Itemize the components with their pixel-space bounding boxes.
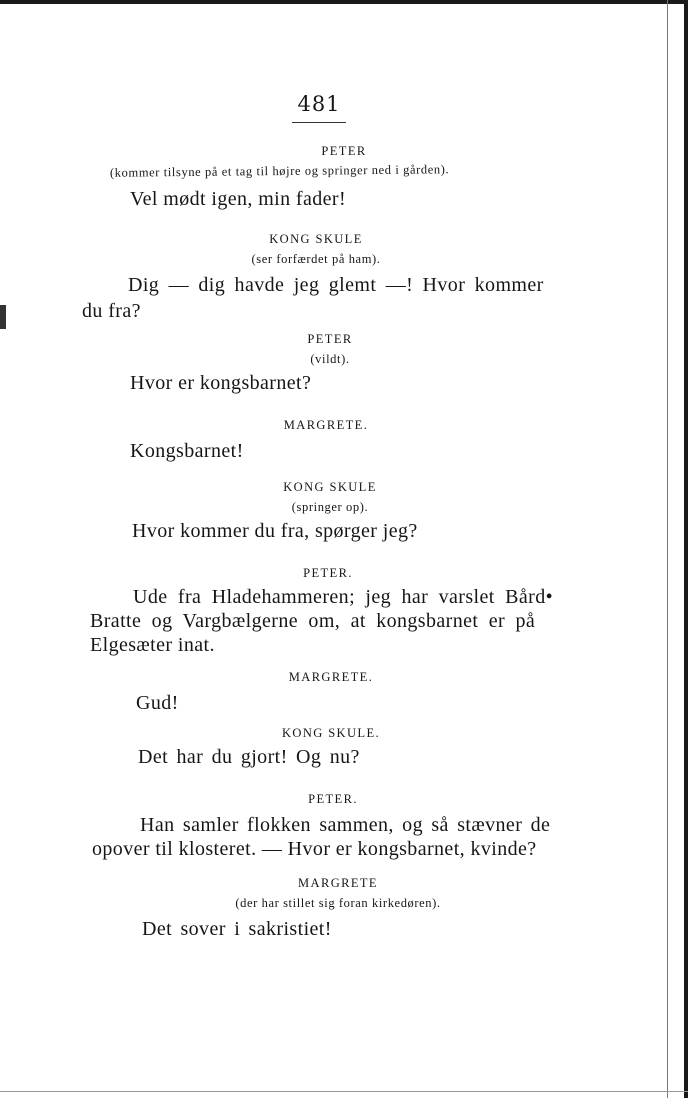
stage-direction: (kommer tilsyne på et tag til højre og springer ned i gården). — [109, 162, 450, 180]
stage-direction: (ser forfærdet på ham). — [251, 252, 381, 266]
scan-left-mark — [0, 305, 6, 329]
dialogue-line: Hvor kommer du fra, spørger jeg? — [132, 520, 418, 542]
dialogue-line: Det har du gjort! Og nu? — [138, 746, 360, 768]
speaker-name: MARGRETE. — [288, 670, 374, 684]
scan-right-edge — [684, 0, 688, 1098]
dialogue-line: Hvor er kongsbarnet? — [130, 372, 312, 394]
stage-direction: (springer op). — [291, 500, 369, 514]
stage-direction: (vildt). — [310, 352, 350, 366]
speaker-name: PETER. — [308, 792, 358, 806]
dialogue-line: Det sover i sakristiet! — [142, 918, 332, 940]
speaker-name: MARGRETE. — [283, 418, 369, 432]
scan-bottom-line — [0, 1091, 688, 1092]
speaker-name: PETER. — [303, 566, 353, 580]
speaker-name: KONG SKULE — [283, 480, 377, 494]
scan-top-edge — [0, 0, 688, 4]
stage-direction: (der har stillet sig foran kirkedøren). — [235, 896, 441, 910]
dialogue-line: Ude fra Hladehammeren; jeg har varslet Bård• — [133, 586, 553, 608]
page-number: 481 — [297, 92, 341, 116]
dialogue-line: Gud! — [136, 692, 179, 714]
dialogue-line: du fra? — [82, 300, 141, 322]
dialogue-line: Dig — dig havde jeg glemt —! Hvor kommer — [128, 274, 544, 296]
dialogue-line: Bratte og Vargbælgerne om, at kongsbarnet er på — [90, 610, 536, 632]
page-number-rule — [292, 122, 346, 123]
speaker-name: KONG SKULE. — [281, 726, 381, 740]
speaker-name: PETER — [321, 144, 367, 158]
scan-right-inner-line — [667, 0, 668, 1098]
dialogue-line: opover til klosteret. — Hvor er kongsbarnet, kvinde? — [92, 838, 537, 860]
speaker-name: KONG SKULE — [269, 232, 363, 246]
dialogue-line: Kongsbarnet! — [130, 440, 244, 462]
dialogue-line: Han samler flokken sammen, og så stævner de — [140, 814, 551, 836]
dialogue-line: Elgesæter inat. — [90, 634, 215, 656]
speaker-name: PETER — [307, 332, 353, 346]
speaker-name: MARGRETE — [298, 876, 378, 890]
dialogue-line: Vel mødt igen, min fader! — [130, 188, 347, 210]
